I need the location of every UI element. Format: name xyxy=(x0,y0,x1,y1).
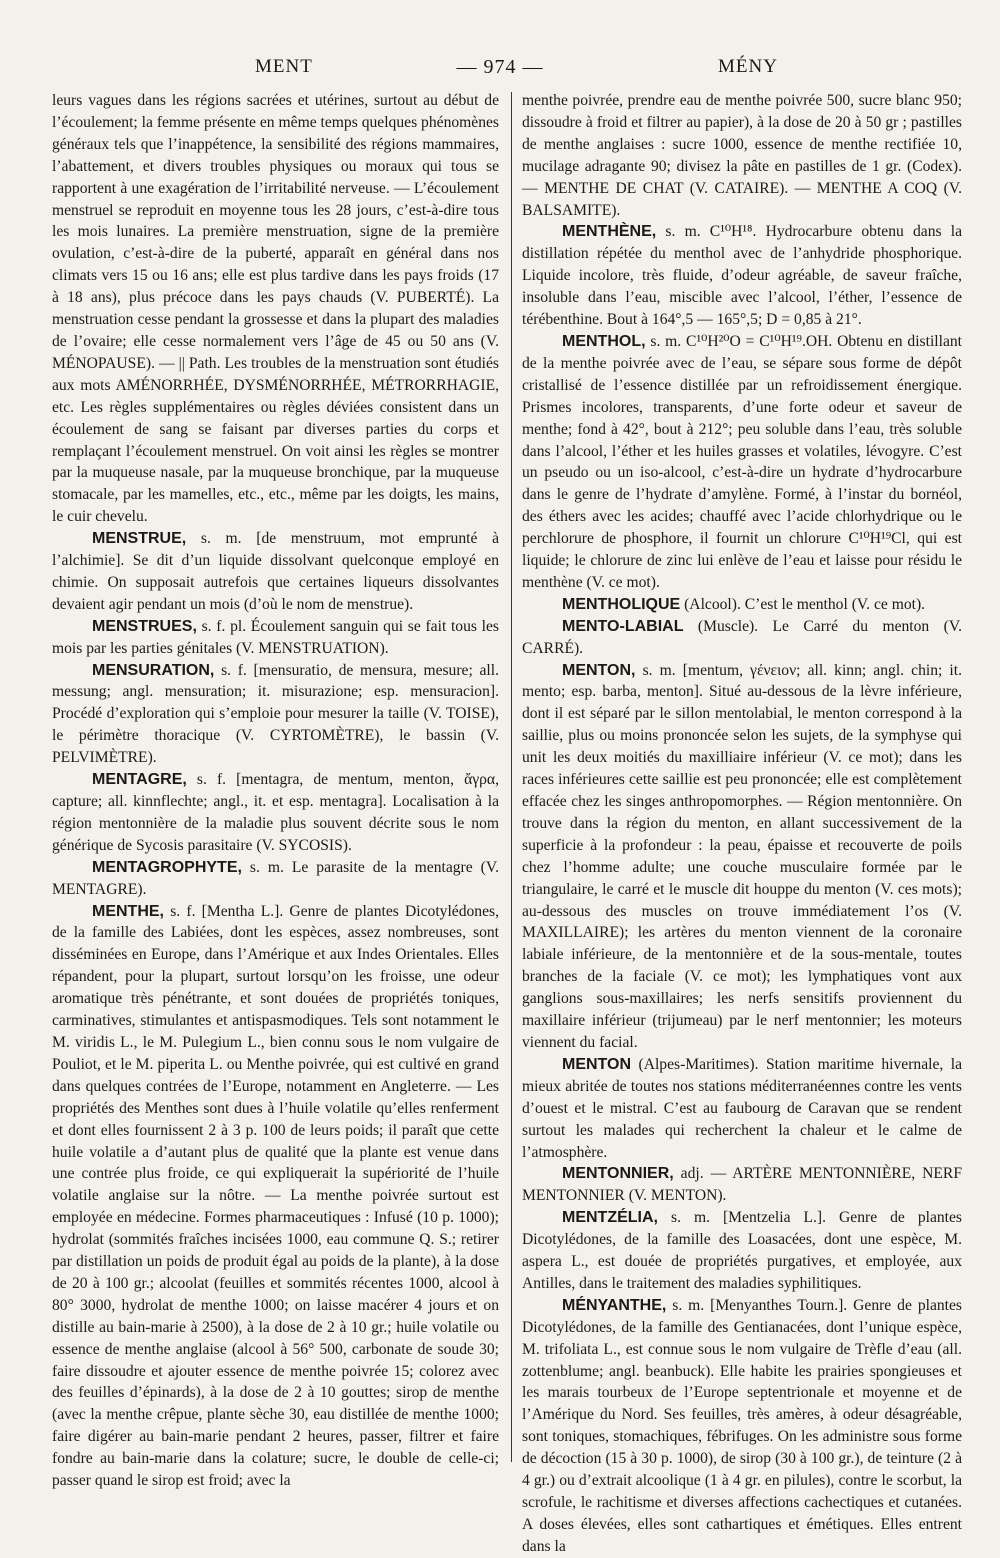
dictionary-entry xyxy=(522,660,962,1054)
entry-headword: MENSTRUE, xyxy=(92,530,187,548)
dictionary-entry xyxy=(522,331,962,594)
dictionary-entry xyxy=(522,1207,962,1295)
entry-text: s. m. [Menyanthes Tourn.]. Genre de plantes Dicotylédones, de la famille des Gentianacées, dont l’unique espèce, M. trifoliata L., est connue sous le nom vulgaire de Trèfle d’eau (all. zottenblume; angl. beanbuck). Elle habite les prairies spongieuses et les marais tourbeux de l’Europe septentrionale et moyenne et de l’Amérique du Nord. Ses feuilles, très amères, à odeur désagréable, sont toniques, stomachiques, fébrifuges. On les administre sous forme de décoction (15 à 30 p. 1000), de sirop (30 à 100 gr.), de teinture (2 à 4 gr.) ou d’extrait alcoolique (1 à 4 gr. en pilules), contre le scorbut, la scrofule, le rachitisme et diverses affections cachectiques et cutanées. A doses élevées, elles sont cathartiques et émétiques. Elles entrent dans la xyxy=(522,1296,962,1555)
entry-text: s. m. [Mentzelia L.]. Genre de plantes Dicotylédones, de la famille des Loasacées, dont une espèce, M. aspera L., est douée de propriétés purgatives, et employée, aux Antilles, dans le traitement des maladies syphilitiques. xyxy=(522,1209,962,1292)
entry-headword: MENTO-LABIAL xyxy=(562,617,684,635)
page-header xyxy=(0,56,1000,88)
entry-text: s. m. Le parasite de la mentagre (V. MENTAGRE). xyxy=(52,858,499,898)
dictionary-entry xyxy=(522,1295,962,1558)
entry-headword: MENTONNIER, xyxy=(562,1165,674,1183)
entry-text: (Alpes-Maritimes). Station maritime hivernale, la mieux abritée de toutes nos stations méditerranéennes contre les vents d’ouest et le mistral. C’est au faubourg de Caravan que se rendent surtout les malades qui recherchent la chaleur et le calme de l’atmosphère. xyxy=(522,1055,962,1161)
entry-text: menthe poivrée, prendre eau de menthe poivrée 500, sucre blanc 950; dissoudre à froid et filtrer au papier), à la dose de 20 à 50 gr ; pastilles de menthe anglaises : sucre 1000, essence de menthe rectifiée 10, mucilage adragante 90; divisez la pâte en pastilles de 1 gr. (Codex). — MENTHE DE CHAT (V. CATAIRE). — MENTHE A COQ (V. BALSAMITE). xyxy=(522,92,962,219)
right-column xyxy=(522,90,962,1555)
continued-entry xyxy=(52,90,499,528)
entry-headword: MENTHOLIQUE xyxy=(562,595,681,613)
dictionary-entry xyxy=(52,857,499,901)
dictionary-entry xyxy=(52,769,499,857)
entry-headword: MENTHE, xyxy=(92,902,164,920)
entry-text: s. f. [Mentha L.]. Genre de plantes Dicotylédones, de la famille des Labiées, dont les espèces, assez nombreuses, sont disséminées en Europe, dans l’Amérique et aux Indes Orientales. Elles répandent, pour la plupart, surtout lorsqu’on les froisse, une odeur aromatique très pénétrante, et sont douées de propriétés toniques, carminatives, stimulantes et antispasmodiques. Tels sont notamment le M. viridis L., le M. Pulegium L., bien connu sous le nom vulgaire de Pouliot, et le M. piperita L. ou Menthe poivrée, qui est cultivé en grand dans quelques contrées de l’Europe, notamment en Angleterre. — Les propriétés des Menthes sont dues à l’huile volatile qu’elles renferment et dont elles fournissent 2 à 3 p. 100 de leurs poids; il paraît que cette huile volatile a d’autant plus de qualité que la plante est venue dans une contrée plus froide, ce qui expliquerait la supériorité de l’huile volatile anglaise sur la nôtre. — La menthe poivrée surtout est employée en médecine. Formes pharmaceutiques : Infusé (10 p. 1000); hydrolat (sommités fraîches incisées 1000, eau commune Q. S.; retirer par distillation un poids de produit égal au poids de la plante), à la dose de 20 à 100 gr.; alcoolat (feuilles et sommités récentes 1000, alcool à 80° 3000, hydrolat de menthe 1000; on laisse macérer 4 jours et on distille au bain-marie à 2500), à la dose de 2 à 10 gr.; huile volatile ou essence de menthe anglaise (alcool à 56° 500, carbonate de soude 30; faire dissoudre et ajouter essence de menthe poivrée 15; colorez avec des feuilles d’épinards), à la dose de 2 à 10 gouttes; sirop de menthe (avec la menthe crêpue, plante sèche 30, eau distillée de menthe 1000; faire digérer au bain-marie pendant 2 heures, passer, filtrer et faire fondre au bain-marie dans la colature; sucre, le double de celle-ci; passer quand le sirop est froid; avec la xyxy=(52,902,499,1490)
dictionary-entry xyxy=(52,660,499,770)
dictionary-entry xyxy=(52,901,499,1492)
entry-headword: MENTZÉLIA, xyxy=(562,1209,658,1227)
page-number: — 974 — xyxy=(456,56,544,78)
entry-headword: MÉNYANTHE, xyxy=(562,1296,667,1314)
dictionary-entry xyxy=(522,594,962,616)
dictionary-entry xyxy=(522,616,962,660)
dictionary-entry xyxy=(522,1054,962,1164)
left-column xyxy=(52,90,499,1490)
entry-text: s. f. [mensuratio, de mensura, mesure; all. messung; angl. mensuration; it. misurazione; esp. mensuracion]. Procédé d’exploration qui s’emploie pour mesurer la taille (V. TOISE), le périmètre thoracique (V. CYRTOMÈTRE), le bassin (V. PELVIMÈTRE). xyxy=(52,661,499,767)
dictionary-entry xyxy=(522,1163,962,1207)
column-divider xyxy=(511,92,512,1462)
header-guide-word-left: MENT xyxy=(255,56,313,77)
entry-text: s. m. [mentum, γένειον; all. kinn; angl. chin; it. mento; esp. barba, menton]. Situé au-dessous de la lèvre inférieure, dont il est séparé par le sillon mentolabial, le menton correspond à la saillie, plus ou moins prononcée selon les sujets, de la symphyse qui unit les deux moitiés du maxilliaire inférieur (V. ce mot); dans les races inférieures cette saillie est peu prononcée; elle est complètement effacée chez les singes anthropomorphes. — Région mentonnière. On trouve dans la région du menton, en allant successivement de la superficie à la profondeur : la peau, épaisse et recouverte de poils chez l’homme adulte; une couche musculaire formée par le triangulaire, le carré et le muscle dit houppe du menton (V. ces mots); au-dessous des muscles on trouve immédiatement l’os (V. MAXILLAIRE); les artères du menton viennent de la coronaire labiale inférieure, de la mentonnière et de la sous-mentale, toutes branches de la faciale (V. ce mot); les lymphatiques vont aux ganglions sous-maxillaires; les nerfs sensitifs proviennent du maxillaire inférieur (trijumeau) par le nerf mentonnier; les moteurs viennent du facial. xyxy=(522,661,962,1051)
entry-headword: MENSTRUES, xyxy=(92,617,197,635)
continued-entry xyxy=(522,90,962,221)
header-guide-word-right: MÉNY xyxy=(718,56,778,77)
entry-headword: MENSURATION, xyxy=(92,661,215,679)
dictionary-entry xyxy=(52,616,499,660)
entry-text: s. m. C¹⁰H¹⁸. Hydrocarbure obtenu dans la distillation répétée du menthol avec de l’anhydride phosphorique. Liquide incolore, très fluide, d’odeur agréable, de saveur fraîche, insoluble dans l’eau, miscible avec l’alcool, l’éther, l’essence de térébenthine. Bout à 164°,5 — 165°,5; D = 0,85 à 21°. xyxy=(522,223,962,329)
entry-text: leurs vagues dans les régions sacrées et utérines, surtout au début de l’écoulement; la femme présente en même temps quelques phénomènes généraux tels que l’inappétence, la sensibilité des régions mammaires, l’abattement, et divers troubles physiques ou moraux qui tous se rapportent à une exagération de l’irritabilité nerveuse. — L’écoulement menstruel se reproduit en moyenne tous les 28 jours, c’est-à-dire tous les mois lunaires. La première menstruation, signe de la première ovulation, c’est-à-dire de la puberté, apparaît en général dans nos climats vers 15 ou 16 ans; elle est plus tardive dans les pays froids (17 à 18 ans), plus précoce dans les pays chauds (V. PUBERTÉ). La menstruation cesse pendant la grossesse et dans la plupart des maladies de l’ovaire; elle cesse normalement vers l’âge de 45 ou 50 ans (V. MÉNOPAUSE). — || Path. Les troubles de la menstruation sont étudiés aux mots AMÉNORRHÉE, DYSMÉNORRHÉE, MÉTRORRHAGIE, etc. Les règles supplémentaires ou règles déviées consistent dans un écoulement de sang se faisant par diverses parties du corps et remplaçant l’écoulement menstruel. On voit ainsi les règles se montrer par la muqueuse nasale, par la muqueuse bronchique, par la muqueuse stomacale, par les mamelles, etc., etc., même par les doigts, les mains, le cuir chevelu. xyxy=(52,92,499,526)
entry-text: (Muscle). Le Carré du menton (V. CARRÉ). xyxy=(522,617,962,657)
entry-headword: MENTHOL, xyxy=(562,332,646,350)
entry-headword: MENTHÈNE, xyxy=(562,223,657,241)
entry-headword: MENTON, xyxy=(562,661,636,679)
entry-headword: MENTAGROPHYTE, xyxy=(92,858,242,876)
entry-headword: MENTAGRE, xyxy=(92,771,187,789)
dictionary-entry xyxy=(522,221,962,331)
entry-headword: MENTON xyxy=(562,1055,632,1073)
entry-text: (Alcool). C’est le menthol (V. ce mot). xyxy=(680,595,926,613)
entry-text: s. f. pl. Écoulement sanguin qui se fait tous les mois par les parties génitales (V. MENSTRUATION). xyxy=(52,617,499,657)
entry-text: adj. — ARTÈRE MENTONNIÈRE, NERF MENTONNIER (V. MENTON). xyxy=(522,1165,962,1205)
entry-text: s. m. [de menstruum, mot emprunté à l’alchimie]. Se dit d’un liquide dissolvant quelconque employé en chimie. On supposait autrefois que certaines liqueurs dissolvantes devaient agir pendant un mois (d’où le nom de menstrue). xyxy=(52,530,499,613)
entry-text: s. m. C¹⁰H²⁰O = C¹⁰H¹⁹.OH. Obtenu en distillant de la menthe poivrée avec de l’eau, se sépare sous forme de dépôt cristallisé de l’essence distillée par un refroidissement énergique. Prismes incolores, transparents, d’une forte odeur et saveur de menthe; fond à 42°, bout à 212°; peu soluble dans l’eau, très soluble dans l’alcool, l’éther et les huiles grasses et volatiles, lévogyre. C’est un pseudo ou un iso-alcool, c’est-à-dire un hydrate d’hydrocarbure dans le genre de l’hydrate d’amylène. Formé, à l’instar du bornéol, des éthers avec les acides; chauffé avec l’acide chlorhydrique ou le perchlorure de phosphore, il fournit un chlorure C¹⁰H¹⁹Cl, qui est liquide; le chlorure de zinc lui enlève de l’eau et laisse pour résidu le menthène (V. ce mot). xyxy=(522,332,962,591)
entry-text: s. f. [mentagra, de mentum, menton, ἄγρα, capture; all. kinnflechte; angl., it. et esp. mentagra]. Localisation à la région mentonnière de la maladie plus souvent décrite sous le nom générique de Sycosis parasitaire (V. SYCOSIS). xyxy=(52,771,499,854)
dictionary-entry xyxy=(52,528,499,616)
